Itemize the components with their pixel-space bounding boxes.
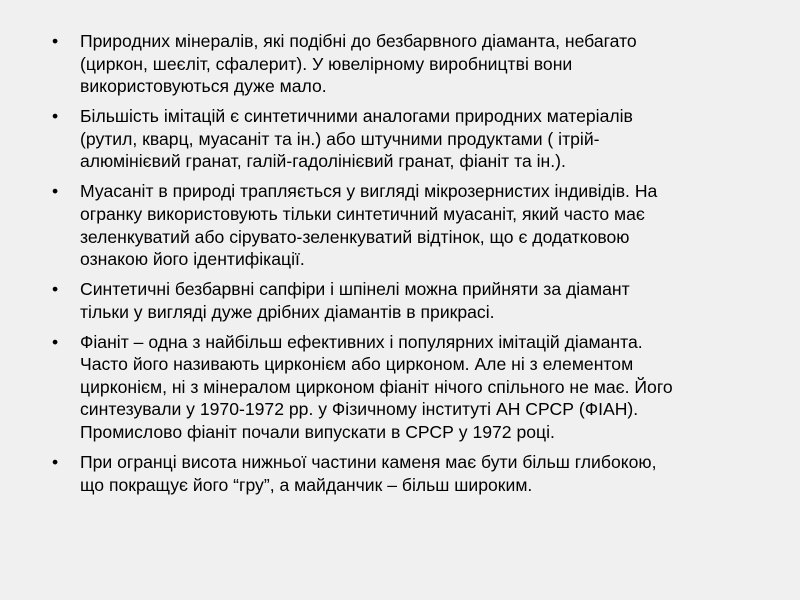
bullet-dot-icon: •	[52, 181, 59, 202]
bullet-dot-icon: •	[52, 331, 59, 352]
bullet-item	[52, 331, 742, 444]
bullet-text-line: цирконієм, ні з мінералом цирконом фіаніт нічого спільного не має. Його	[80, 376, 673, 397]
bullet-text-line: При огранці висота нижньої частини каменя має бути більш глибокою,	[80, 452, 657, 473]
bullet-text-line: використовуються дуже мало.	[80, 76, 327, 97]
bullet-text-line: (рутил, кварц, муасаніт та ін.) або штучними продуктами ( ітрій-	[80, 128, 600, 149]
bullet-text-line: (циркон, шеєліт, сфалерит). У ювелірному виробництві вони	[80, 53, 573, 74]
bullet-item	[52, 180, 742, 270]
bullet-text-line: Фіаніт – одна з найбільш ефективних і популярних імітацій діаманта.	[80, 331, 643, 352]
bullet-dot-icon: •	[52, 452, 59, 473]
bullet-item	[52, 278, 742, 323]
bullet-text-line: що покращує його “гру”, а майданчик – більш широким.	[80, 474, 533, 495]
bullet-text-line: зеленкуватий або сірувато-зеленкуватий відтінок, що є додатковою	[80, 226, 630, 247]
bullet-text-line: Промислово фіаніт почали випускати в СРСР у 1972 році.	[80, 422, 555, 443]
bullet-dot-icon: •	[52, 279, 59, 300]
bullet-text	[80, 331, 742, 444]
bullet-dot-icon: •	[52, 106, 59, 127]
bullet-text-line: Більшість імітацій є синтетичними аналогами природних матеріалів	[80, 106, 633, 127]
bullet-item	[52, 30, 742, 98]
bullet-text-line: синтезували у 1970-1972 рр. у Фізичному інституті АН СРСР (ФІАН).	[80, 399, 639, 420]
bullet-item	[52, 451, 742, 496]
bullet-text-line: ознакою його ідентифікації.	[80, 249, 305, 270]
bullet-text	[80, 30, 742, 98]
bullet-text	[80, 451, 742, 496]
bullet-text	[80, 180, 742, 270]
bullet-item	[52, 105, 742, 173]
bullet-dot-icon: •	[52, 31, 59, 51]
bullet-list	[52, 30, 742, 504]
bullet-text	[80, 105, 742, 173]
bullet-text-line: Природних мінералів, які подібні до безбарвного діаманта, небагато	[80, 31, 637, 51]
bullet-text	[80, 278, 742, 323]
bullet-text-line: Синтетичні безбарвні сапфіри і шпінелі можна прийняти за діамант	[80, 279, 630, 300]
bullet-text-line: огранку використовують тільки синтетичний муасаніт, який часто має	[80, 203, 645, 224]
bullet-text-line: алюмінієвий гранат, галій-гадолінієвий гранат, фіаніт та ін.).	[80, 151, 566, 172]
bullet-text-line: Муасаніт в природі трапляється у вигляді мікрозернистих індивідів. На	[80, 181, 658, 202]
bullet-text-line: Часто його називають цирконієм або цирконом. Але ні з елементом	[80, 354, 634, 375]
bullet-text-line: тільки у вигляді дуже дрібних діамантів в прикрасі.	[80, 301, 495, 322]
